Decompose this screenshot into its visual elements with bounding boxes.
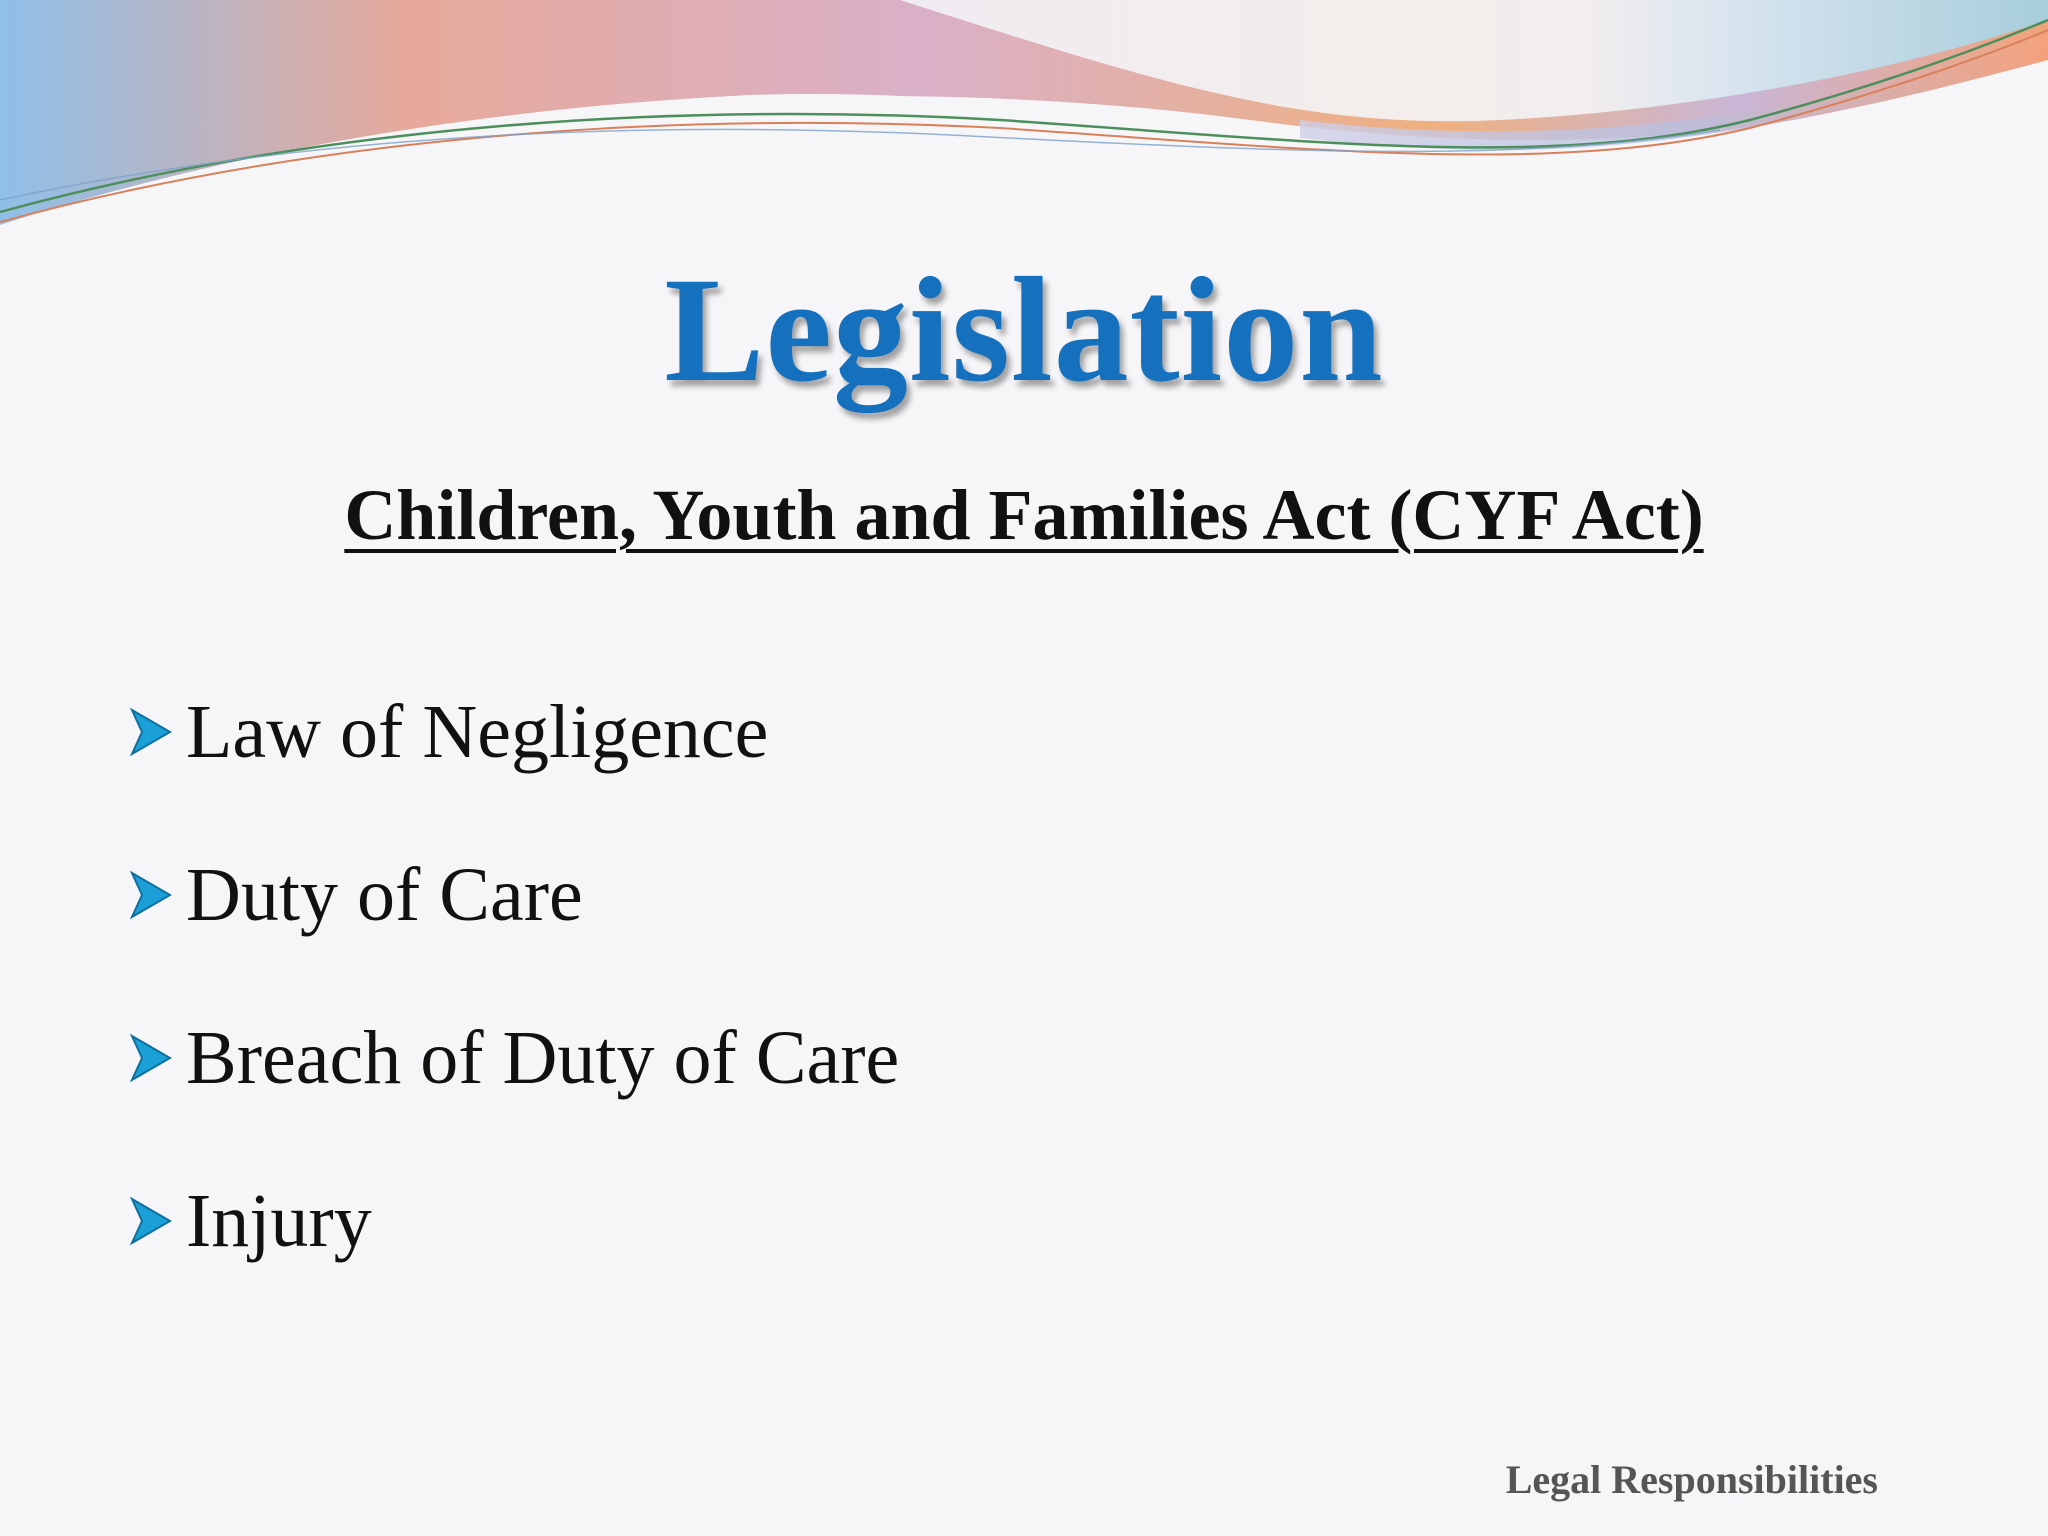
arrow-bullet-icon — [126, 865, 176, 925]
bullet-list — [126, 650, 899, 1302]
bullet-item-breach-of-duty-of-care — [126, 976, 899, 1139]
bullet-item-law-of-negligence — [126, 650, 899, 813]
arrow-bullet-icon — [126, 1191, 176, 1251]
slide-title: Legislation — [664, 247, 1384, 413]
arrow-bullet-icon — [126, 1028, 176, 1088]
slide-subtitle: Children, Youth and Families Act (CYF Act) — [344, 475, 1704, 555]
bullet-item-duty-of-care — [126, 813, 899, 976]
bullet-label: Duty of Care — [186, 852, 583, 937]
bullet-item-injury — [126, 1139, 899, 1302]
bullet-label: Injury — [186, 1178, 372, 1263]
bullet-label: Law of Negligence — [186, 689, 769, 774]
arrow-bullet-icon — [126, 702, 176, 762]
bullet-label: Breach of Duty of Care — [186, 1015, 900, 1100]
header-wave-decoration — [0, 0, 2048, 260]
slide-footer: Legal Responsibilities — [1505, 1457, 1878, 1502]
